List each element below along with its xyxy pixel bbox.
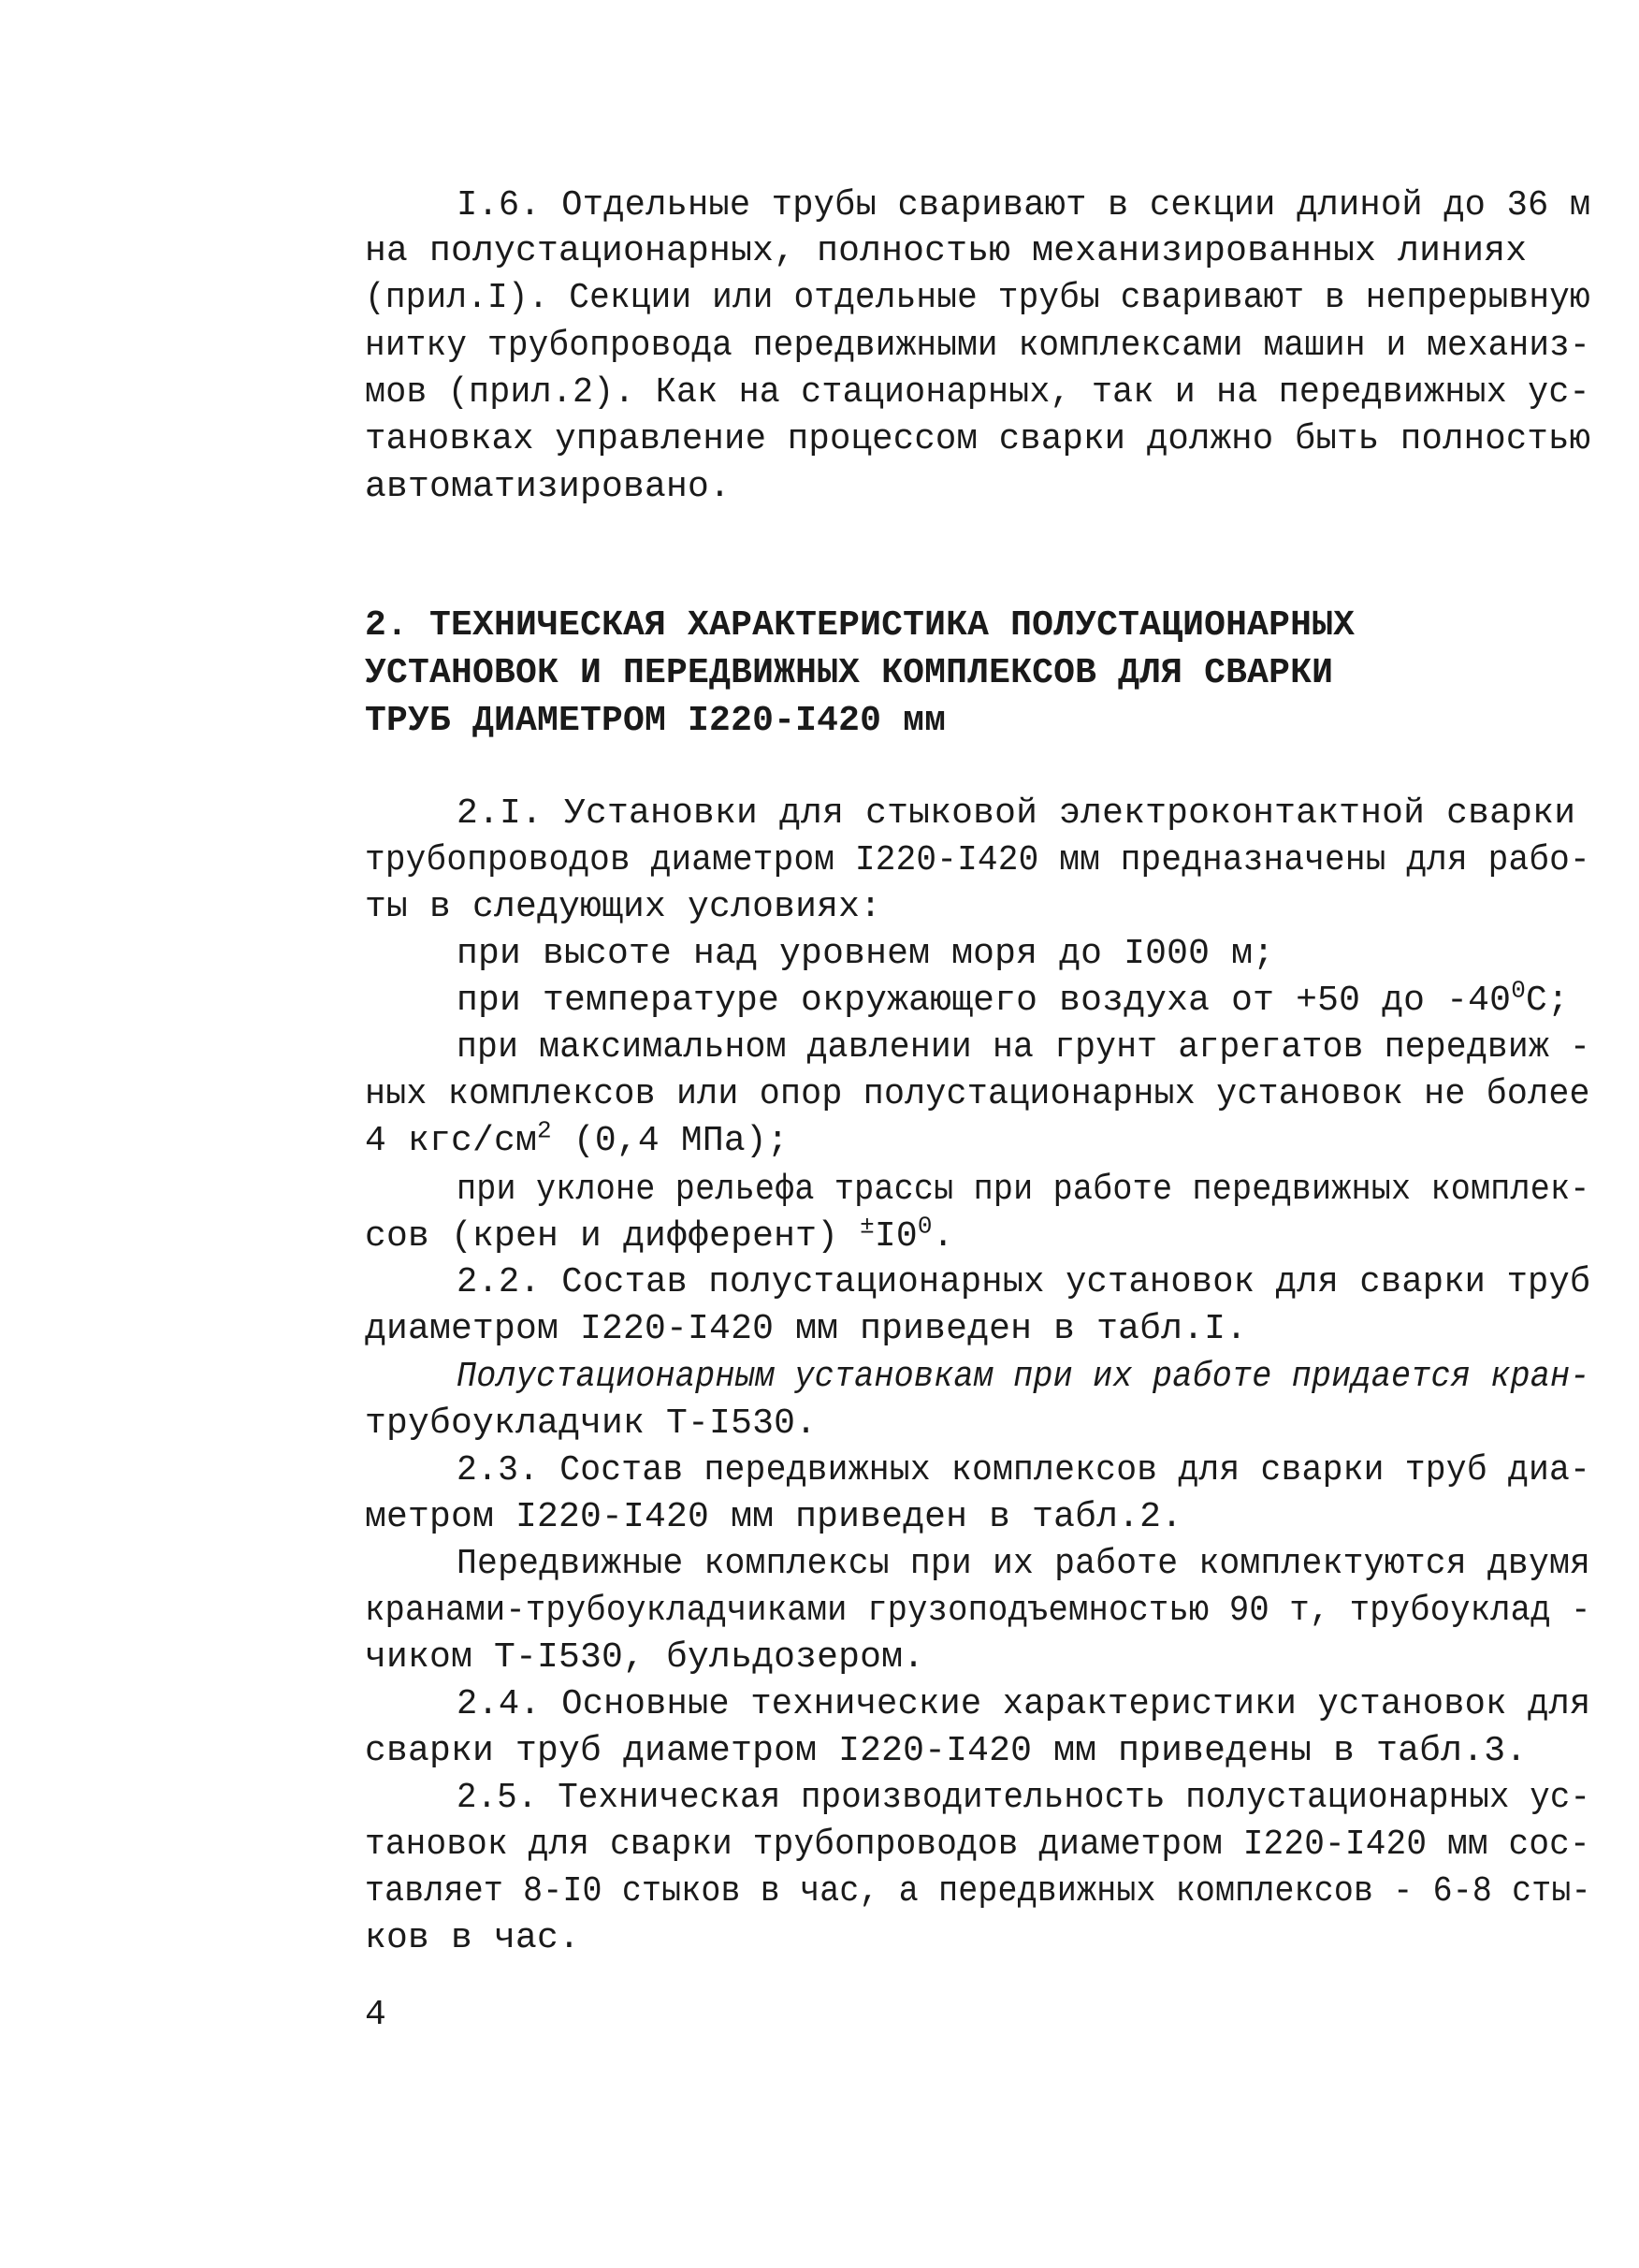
text-line: 2.3. Состав передвижных комплексов для сварки труб диа- [457,1450,1591,1490]
text-line: 2.5. Техническая производительность полустационарных ус- [457,1778,1591,1818]
text-line: чиком Т-I530, бульдозером. [365,1637,925,1678]
text-line: (прил.I). Секции или отдельные трубы сваривают в непрерывную [365,278,1590,318]
temperature-unit: С; [1526,981,1570,1021]
text-line: мов (прил.2). Как на стационарных, так и на передвижных ус- [365,372,1590,413]
text-line: тановках управление процессом сварки должно быть полностью [365,419,1591,459]
text-line: ты в следующих условиях: [365,887,882,927]
slope-value: I0 [874,1216,918,1257]
text-line: трубопроводов диаметром I220-I420 мм предназначены для рабо- [365,840,1590,880]
degree-superscript: 0 [917,1212,933,1241]
temperature-line [457,976,1570,1024]
text-line: автоматизировано. [365,467,732,507]
degree-superscript: 0 [1511,976,1526,1005]
text-line: ных комплексов или опор полустационарных установок не более [365,1074,1590,1114]
pressure-unit-suffix: (0,4 МПа); [551,1121,789,1161]
slope-end: . [932,1216,954,1257]
text-line: 2.2. Состав полустационарных установок для сварки труб [457,1262,1591,1302]
slope-text: сов (крен и дифферент) [365,1216,861,1257]
text-line: трубоукладчик Т-I530. [365,1403,818,1444]
text-line: 2.I. Установки для стыковой электроконтактной сварки [457,793,1576,834]
text-line: на полустационарных, полностью механизированных линиях [365,231,1528,271]
text-line: сварки труб диаметром I220-I420 мм приведены в табл.3. [365,1731,1528,1771]
text-line: Полустационарным установкам при их работе придается кран- [457,1357,1590,1397]
pressure-unit-line [365,1116,789,1164]
text-line: метром I220-I420 мм приведен в табл.2. [365,1497,1183,1537]
text-line: I.6. Отдельные трубы сваривают в секции длиной до 36 м [457,185,1591,225]
heading-line: ТРУБ ДИАМЕТРОМ I220-I420 мм [365,701,947,741]
page-number: 4 [365,1995,386,2035]
temperature-text: при температуре окружающего воздуха от +50 до -40 [457,981,1512,1021]
text-line: при высоте над уровнем моря до I000 м; [457,934,1275,974]
text-line: диаметром I220-I420 мм приведен в табл.I. [365,1309,1248,1349]
square-superscript: 2 [537,1116,552,1145]
text-line: ков в час. [365,1918,581,1958]
pressure-unit-text: 4 кгс/см [365,1121,538,1161]
text-line: 2.4. Основные технические характеристики установок для [457,1684,1591,1724]
text-line: нитку трубопровода передвижными комплексами машин и механиз- [365,326,1590,366]
text-line: при уклоне рельефа трассы при работе передвижных комплек- [457,1170,1590,1210]
text-line: тавляет 8-I0 стыков в час, а передвижных комплексов - 6-8 сты- [365,1871,1591,1912]
text-line: Передвижные комплексы при их работе комплектуются двумя [457,1544,1591,1584]
text-line: при максимальном давлении на грунт агрегатов передвиж - [457,1027,1591,1068]
slope-end-line [365,1214,954,1259]
text-line: тановок для сварки трубопроводов диаметром I220-I420 мм сос- [365,1825,1590,1865]
heading-line: УСТАНОВОК И ПЕРЕДВИЖНЫХ КОМПЛЕКСОВ ДЛЯ СВАРКИ [365,653,1334,693]
heading-line: 2. ТЕХНИЧЕСКАЯ ХАРАКТЕРИСТИКА ПОЛУСТАЦИОНАРНЫХ [365,605,1356,646]
plus-minus-sign: ± [860,1212,875,1241]
text-line: кранами-трубоукладчиками грузоподъемностью 90 т, трубоуклад - [365,1591,1591,1631]
